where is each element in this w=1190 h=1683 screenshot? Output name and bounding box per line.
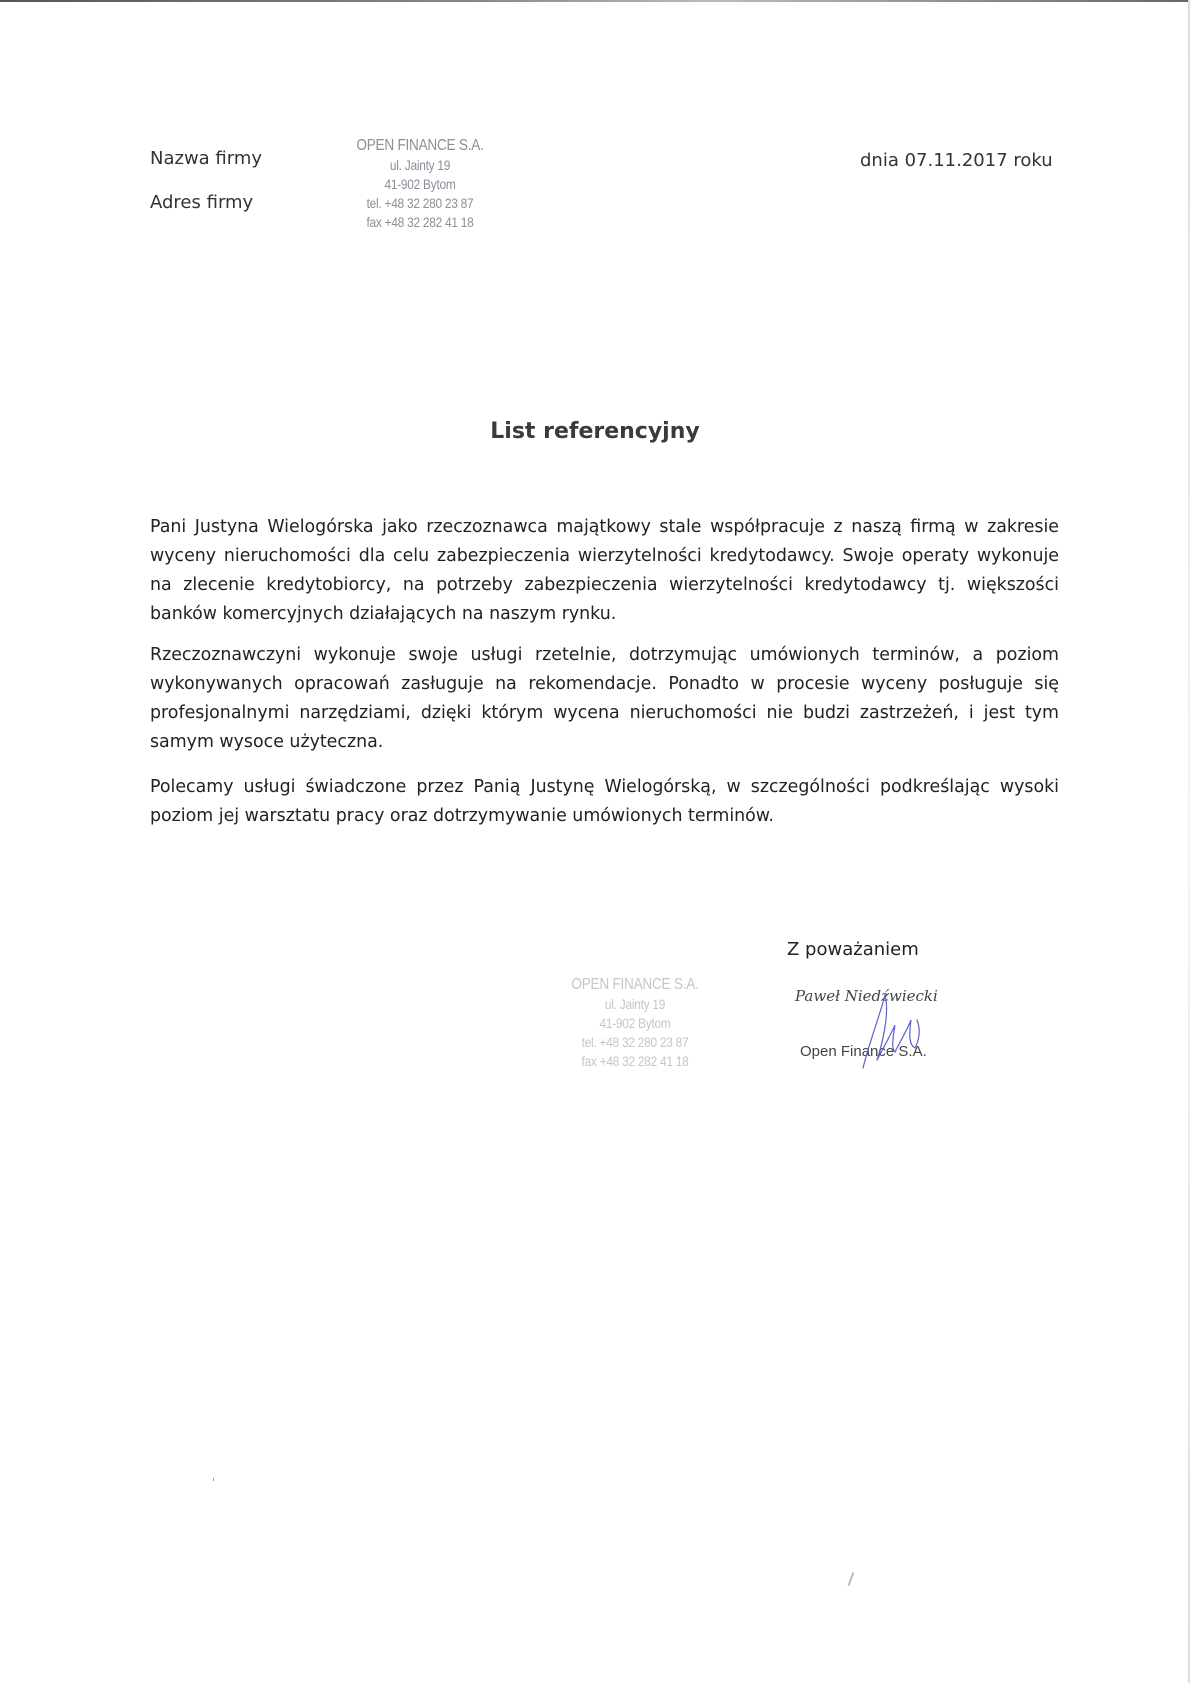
stamp-fax: fax +48 32 282 41 18 [581, 1053, 689, 1069]
company-address-label: Adres firmy [150, 192, 254, 213]
stamp-company-name: OPEN FINANCE S.A. [571, 976, 699, 993]
stamp-street: ul. Jainty 19 [389, 157, 451, 173]
stamp-city: 41-902 Bytom [599, 1015, 671, 1031]
signatory-company: Open Finance S.A. [800, 1043, 927, 1060]
company-stamp [335, 136, 505, 232]
scan-top-edge [0, 0, 1190, 2]
stamp-company-name: OPEN FINANCE S.A. [356, 137, 484, 154]
stamp-street: ul. Jainty 19 [604, 996, 666, 1012]
scan-speck [213, 1478, 214, 1481]
stamp-fax: fax +48 32 282 41 18 [366, 214, 474, 230]
closing-regards: Z poważaniem [787, 939, 919, 960]
stamp-tel: tel. +48 32 280 23 87 [581, 1034, 689, 1050]
signatory-name: Paweł Niedźwiecki [795, 987, 938, 1005]
handwritten-signature [855, 990, 935, 1070]
stamp-tel: tel. +48 32 280 23 87 [366, 195, 474, 211]
stamp-city: 41-902 Bytom [384, 176, 456, 192]
company-stamp-faint [550, 975, 720, 1071]
document-title: List referencyjny [490, 419, 700, 444]
paragraph-3: Polecamy usługi świadczone przez Panią Justynę Wielogórską, w szczególności podkreślając wysoki poziom jej warsztatu pracy oraz dotrzymywanie umówionych terminów. [150, 777, 1059, 826]
paragraph-2: Rzeczoznawczyni wykonuje swoje usługi rzetelnie, dotrzymując umówionych terminów, a poziom wykonywanych opracowań zasługuje na rekomendacje. Ponadto w procesie wyceny posługuje się profesjonalnymi narzędziami, dzięki którym wycena nieruchomości nie budzi zastrzeżeń, i jest tym samym wysoce użyteczna. [150, 645, 1059, 752]
paragraph-1: Pani Justyna Wielogórska jako rzeczoznawca majątkowy stale współpracuje z naszą firmą w zakresie wyceny nieruchomości dla celu zabezpieczenia wierzytelności kredytodawcy. Swoje operaty wykonuje na zlecenie kredytobiorcy, na potrzeby zabezpieczenia wierzytelności kredytodawcy tj. większości banków komercyjnych działających na naszym rynku. [150, 517, 1059, 624]
letter-date: dnia 07.11.2017 roku [860, 150, 1053, 171]
scan-speck [848, 1572, 855, 1586]
company-name-label: Nazwa firmy [150, 148, 263, 169]
